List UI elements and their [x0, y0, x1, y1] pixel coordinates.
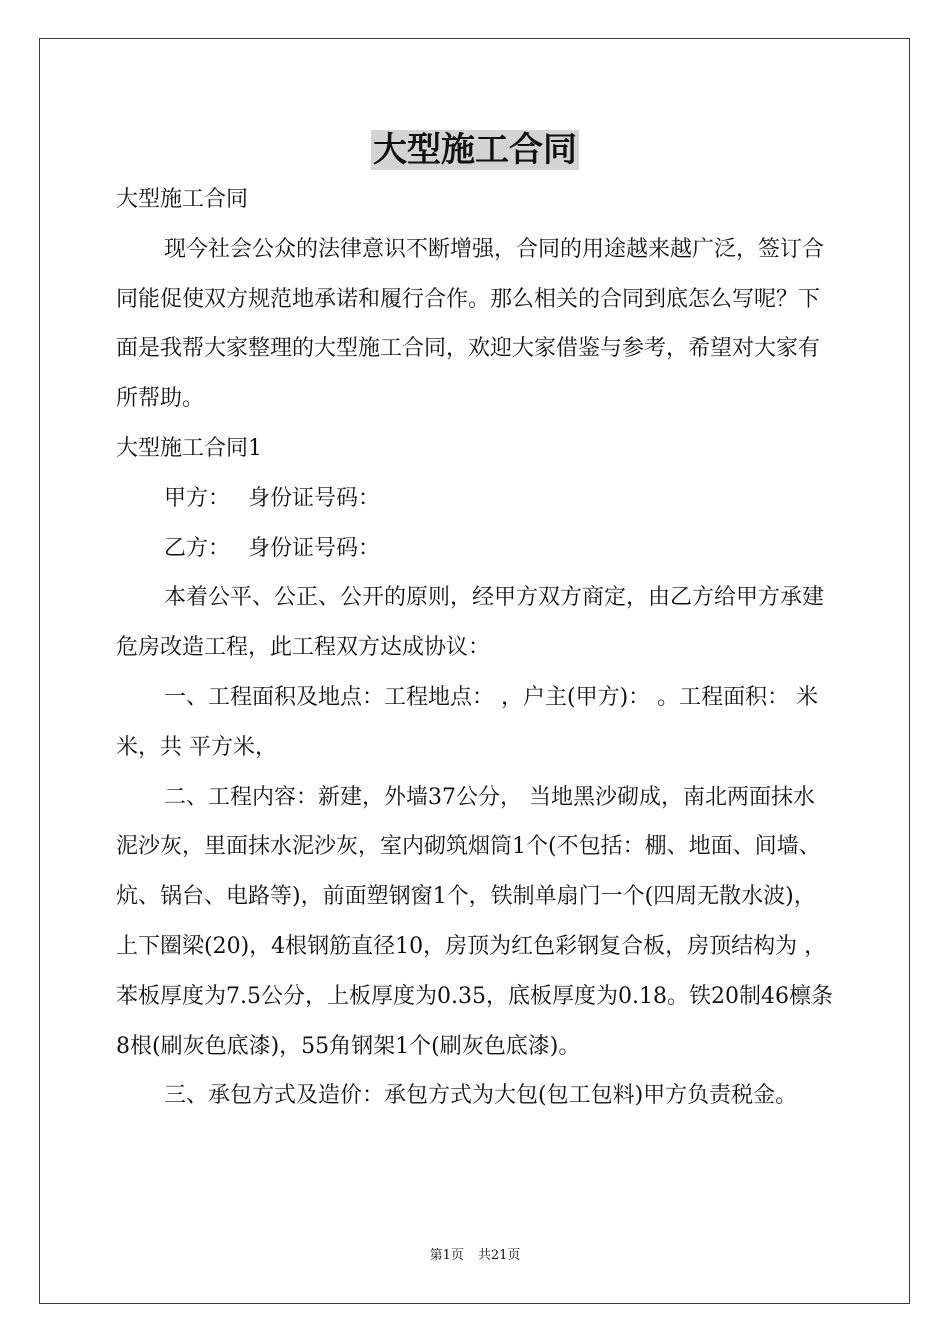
party-a-line: [116, 474, 836, 524]
contract-paragraph: 三、承包方式及造价：承包方式为大包(包工包料)甲方负责税金。: [164, 1083, 798, 1109]
document-subtitle: 大型施工合同: [116, 187, 249, 212]
page-number: 第1页: [429, 1248, 464, 1263]
page-total: 共21页: [477, 1248, 521, 1263]
page-footer: [0, 1247, 950, 1265]
party-a-id-label: 身份证号码：: [248, 485, 381, 511]
party-b-label: 乙方：: [164, 535, 231, 561]
document-title: 大型施工合同: [373, 130, 577, 170]
section-heading: 大型施工合同1: [116, 435, 262, 461]
intro-paragraph: 现今社会公众的法律意识不断增强，合同的用途越来越广泛，签订合同能促使双方规范地承诺和履行合作。那么相关的合同到底怎么写呢？下面是我帮大家整理的大型施工合同，欢迎大家借鉴与参考，希望对大家有所帮助。: [116, 236, 825, 412]
party-b-line: [116, 524, 836, 574]
principle-paragraph: 本着公平、公正、公开的原则，经甲方双方商定，由乙方给甲方承建危房改造工程，此工程双方达成协议：: [116, 585, 825, 661]
area-paragraph: 一、工程面积及地点：工程地点： ，户主(甲方)： 。工程面积： 米 米，共 平方米，: [116, 684, 819, 760]
party-a-label: 甲方：: [164, 485, 231, 511]
document-body: [116, 175, 836, 1121]
party-b-id-label: 身份证号码：: [248, 535, 381, 561]
content-paragraph: 二、工程内容：新建，外墙37公分， 当地黑沙砌成，南北两面抹水泥沙灰，里面抹水泥沙灰，室内砌筑烟筒1个(不包括：棚、地面、间墙、炕、锅台、电路等)，前面塑钢窗1个，铁制单扇门一个(四周无散水波)，上下圈梁(20)，4根钢筋直径10，房顶为红色彩钢复合板，房顶结构为 ，苯板厚度为7.5公分，上板厚度为0.35，底板厚度为0.18。铁20制46檩条8根(刷灰色底漆)，55角钢架1个(刷灰色底漆)。: [116, 784, 833, 1059]
